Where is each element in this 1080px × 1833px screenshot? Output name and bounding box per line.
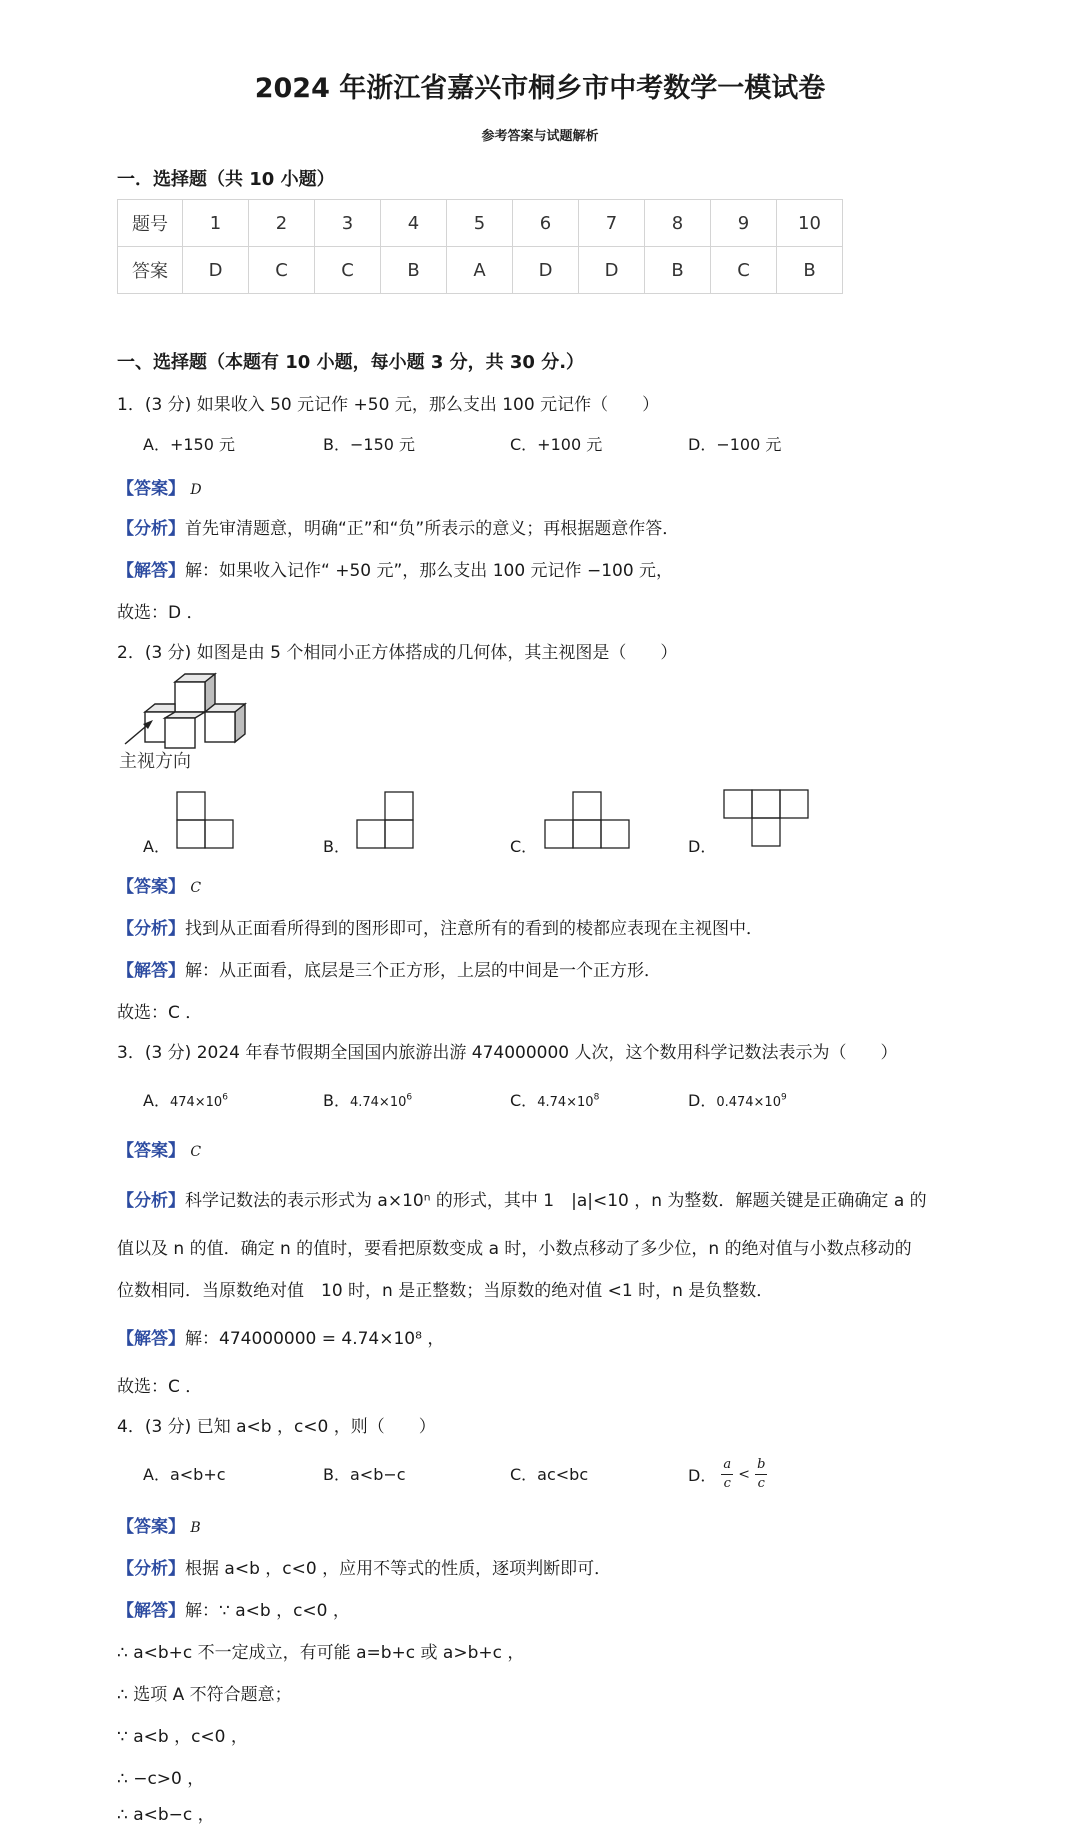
- q3-analysis-line-2: 值以及 n 的值．确定 n 的值时，要看把原数变成 a 时，小数点移动了多少位，n 的绝对值与小数点移动的: [117, 1239, 912, 1259]
- analysis-label: 【分析】: [117, 519, 185, 539]
- q4-step: ∵ a<b ，c<0 ，: [117, 1727, 248, 1747]
- fraction-left: [721, 1456, 733, 1493]
- table-cell: D: [513, 247, 579, 294]
- table-cell: C: [711, 247, 777, 294]
- option-exponent: 6: [406, 1092, 413, 1103]
- table-cell: 2: [249, 200, 315, 247]
- q4-step: ∴ a<b−c ，: [117, 1805, 215, 1825]
- answer-value: C: [190, 1144, 202, 1160]
- option-value: 0.474×10: [716, 1095, 781, 1110]
- q2-option-d-label: D．: [688, 837, 717, 856]
- table-cell: D: [579, 247, 645, 294]
- analysis-label: 【分析】: [117, 1191, 185, 1211]
- option-value: 4.74×10: [537, 1095, 594, 1110]
- q2-solution: [117, 956, 661, 981]
- q4-step: ∴ 选项 A 不符合题意；: [117, 1685, 292, 1705]
- table-header-cell: 答案: [118, 247, 183, 294]
- table-cell: 6: [513, 200, 579, 247]
- option-exponent: 6: [222, 1092, 228, 1103]
- answer-label: 【答案】: [117, 1141, 185, 1161]
- table-cell: 4: [381, 200, 447, 247]
- solution-label: 【解答】: [117, 561, 185, 581]
- q4-option-c: C．ac<bc: [510, 1465, 589, 1484]
- q4-option-d: [688, 1456, 767, 1493]
- analysis-text: 科学记数法的表示形式为 a×10ⁿ 的形式，其中 1 |a|<10 ，n 为整数．解题关键是正确确定 a 的: [185, 1191, 927, 1211]
- fraction-right: [755, 1456, 767, 1493]
- q2-option-c-figure: [543, 790, 631, 850]
- table-row: [118, 200, 843, 247]
- q2-analysis: [117, 914, 763, 939]
- table-cell: C: [249, 247, 315, 294]
- q2-option-d-figure: [722, 788, 810, 848]
- solution-text: 解：∵ a<b ，c<0 ，: [185, 1601, 350, 1621]
- answer-label: 【答案】: [117, 479, 185, 499]
- analysis-text: 根据 a<b ，c<0 ，应用不等式的性质，逐项判断即可．: [185, 1559, 612, 1579]
- answer-label: 【答案】: [117, 877, 185, 897]
- answer-value: C: [190, 880, 202, 896]
- table-cell: B: [777, 247, 843, 294]
- option-label: D．: [688, 1466, 717, 1485]
- option-label: D．: [688, 1091, 717, 1110]
- question-3-stem: 3．(3 分) 2024 年春节假期全国国内旅游出游 474000000 人次，这个数用科学记数法表示为（ ）: [117, 1043, 898, 1063]
- question-2-stem: 2．(3 分) 如图是由 5 个相同小正方体搭成的几何体，其主视图是（ ）: [117, 643, 678, 663]
- section-heading-1: 一．选择题（共 10 小题）: [117, 169, 335, 190]
- option-label: C．: [510, 1091, 538, 1110]
- q2-choose: 故选：C ．: [117, 1003, 203, 1023]
- answer-table: [117, 199, 843, 294]
- q2-option-a-figure: [175, 790, 235, 850]
- table-row: [118, 247, 843, 294]
- option-value: 474×10: [169, 1095, 223, 1110]
- q3-solution: [117, 1324, 444, 1349]
- analysis-text: 首先审清题意，明确“正”和“负”所表示的意义；再根据题意作答．: [185, 519, 680, 539]
- q2-option-a-label: A．: [143, 837, 170, 856]
- question-1-stem: 1．(3 分) 如果收入 50 元记作 +50 元，那么支出 100 元记作（ ）: [117, 395, 660, 415]
- q1-option-a: A．+150 元: [143, 435, 235, 454]
- q3-option-a: [143, 1088, 228, 1111]
- option-value: 4.74×10: [349, 1095, 407, 1110]
- q3-option-c: [510, 1088, 599, 1111]
- q3-option-d: [688, 1088, 787, 1111]
- table-cell: 7: [579, 200, 645, 247]
- fraction-denominator: c: [757, 1476, 765, 1491]
- table-cell: B: [381, 247, 447, 294]
- q4-answer: [117, 1512, 201, 1537]
- q2-option-c-label: C．: [510, 837, 538, 856]
- q1-answer: [117, 474, 202, 499]
- fraction-relation: <: [738, 1466, 751, 1483]
- q4-step: ∴ a<b+c 不一定成立，有可能 a=b+c 或 a>b+c ，: [117, 1643, 525, 1663]
- q2-option-b-label: B．: [323, 837, 350, 856]
- fraction-numerator: b: [755, 1456, 767, 1475]
- q1-choose: 故选：D ．: [117, 603, 204, 623]
- solution-text: 解：474000000 = 4.74×10⁸ ，: [185, 1329, 445, 1349]
- q4-option-a: A．a<b+c: [143, 1465, 226, 1484]
- q2-option-b-figure: [355, 790, 415, 850]
- cube-solid-figure: [117, 672, 257, 752]
- option-exponent: 8: [593, 1092, 600, 1103]
- solution-label: 【解答】: [117, 961, 185, 981]
- q4-solution: [117, 1596, 350, 1621]
- table-cell: A: [447, 247, 513, 294]
- page-subtitle: 参考答案与试题解析: [481, 129, 599, 144]
- fraction-denominator: c: [723, 1476, 731, 1491]
- table-cell: 8: [645, 200, 711, 247]
- solution-label: 【解答】: [117, 1601, 185, 1621]
- solution-label: 【解答】: [117, 1329, 185, 1349]
- answer-value: D: [190, 482, 202, 498]
- solution-text: 解：如果收入记作“ +50 元”，那么支出 100 元记作 −100 元，: [185, 561, 674, 581]
- table-cell: 1: [183, 200, 249, 247]
- q3-option-b: [323, 1088, 412, 1111]
- table-header-cell: 题号: [118, 200, 183, 247]
- view-direction-label: 主视方向: [119, 751, 191, 772]
- q2-answer: [117, 872, 201, 897]
- page-title: 2024 年浙江省嘉兴市桐乡市中考数学一模试卷: [254, 73, 826, 104]
- fraction-numerator: a: [721, 1456, 733, 1475]
- option-label: B．: [323, 1091, 350, 1110]
- answer-label: 【答案】: [117, 1517, 185, 1537]
- q1-option-b: B．−150 元: [323, 435, 416, 454]
- q1-option-d: D．−100 元: [688, 435, 782, 454]
- table-cell: B: [645, 247, 711, 294]
- q4-analysis: [117, 1554, 611, 1579]
- question-4-stem: 4．(3 分) 已知 a<b ，c<0 ，则（ ）: [117, 1417, 436, 1437]
- analysis-label: 【分析】: [117, 1559, 185, 1579]
- section-heading-2: 一、选择题（本题有 10 小题，每小题 3 分，共 30 分.）: [117, 352, 585, 373]
- q1-analysis: [117, 514, 679, 539]
- analysis-text: 找到从正面看所得到的图形即可，注意所有的看到的棱都应表现在主视图中．: [185, 919, 763, 939]
- solution-text: 解：从正面看，底层是三个正方形，上层的中间是一个正方形．: [185, 961, 661, 981]
- table-cell: 5: [447, 200, 513, 247]
- q1-option-c: C．+100 元: [510, 435, 603, 454]
- q3-analysis: [117, 1186, 927, 1211]
- q3-analysis-line-3: 位数相同．当原数绝对值 10 时，n 是正整数；当原数的绝对值 <1 时，n 是负整数．: [117, 1281, 774, 1301]
- q4-step: ∴ −c>0 ，: [117, 1769, 205, 1789]
- q3-answer: [117, 1136, 201, 1161]
- q4-option-b: B．a<b−c: [323, 1465, 406, 1484]
- analysis-label: 【分析】: [117, 919, 185, 939]
- table-cell: 9: [711, 200, 777, 247]
- option-exponent: 9: [780, 1092, 787, 1103]
- option-label: A．: [143, 1091, 170, 1110]
- q1-solution: [117, 556, 673, 581]
- table-cell: C: [315, 247, 381, 294]
- table-cell: 10: [777, 200, 843, 247]
- answer-value: B: [190, 1520, 201, 1536]
- q3-choose: 故选：C ．: [117, 1377, 203, 1397]
- table-cell: D: [183, 247, 249, 294]
- table-cell: 3: [315, 200, 381, 247]
